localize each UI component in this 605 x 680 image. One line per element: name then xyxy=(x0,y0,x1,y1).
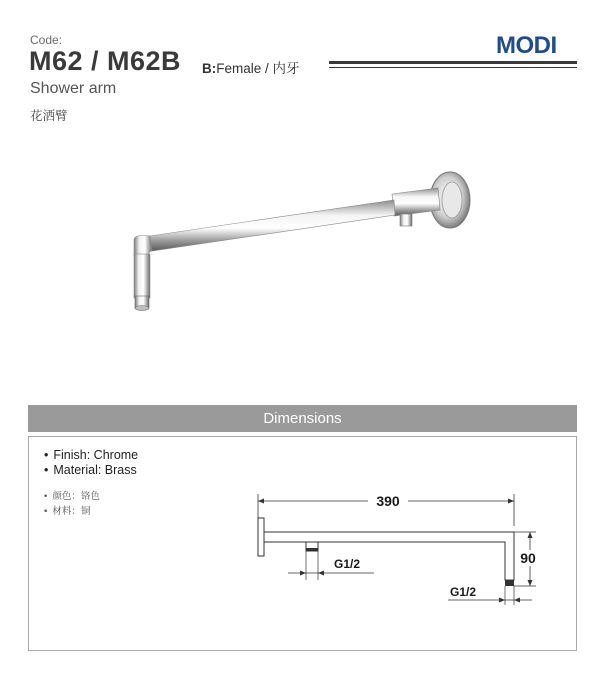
inlet-thread-label: G1/2 xyxy=(334,557,361,571)
outlet-thread-label: G1/2 xyxy=(450,585,477,599)
length-dimension: 390 xyxy=(376,493,400,509)
brand-logo: MODI xyxy=(496,32,557,59)
specs-list-cn xyxy=(44,489,100,519)
title-rule xyxy=(329,61,577,71)
height-dimension: 90 xyxy=(520,550,536,566)
model-number: M62 / M62B xyxy=(29,46,182,76)
spec-finish: • Finish: Chrome xyxy=(44,448,138,463)
shower-arm-photo xyxy=(120,160,500,330)
variant-text: Female / 内牙 xyxy=(216,61,300,76)
variant-prefix: B: xyxy=(202,61,217,76)
spec-material: • Material: Brass xyxy=(44,463,138,478)
specs-list-en xyxy=(44,448,138,478)
product-name-en: Shower arm xyxy=(30,80,117,97)
dimensions-heading: Dimensions xyxy=(28,405,577,432)
product-name-cn: 花洒臂 xyxy=(30,109,68,123)
technical-drawing xyxy=(250,488,550,608)
spec-finish-cn: • 颜色：铬色 xyxy=(44,489,100,504)
variant-note xyxy=(202,57,300,77)
code-label: Code: xyxy=(30,33,63,47)
spec-material-cn: • 材料：铜 xyxy=(44,504,100,519)
